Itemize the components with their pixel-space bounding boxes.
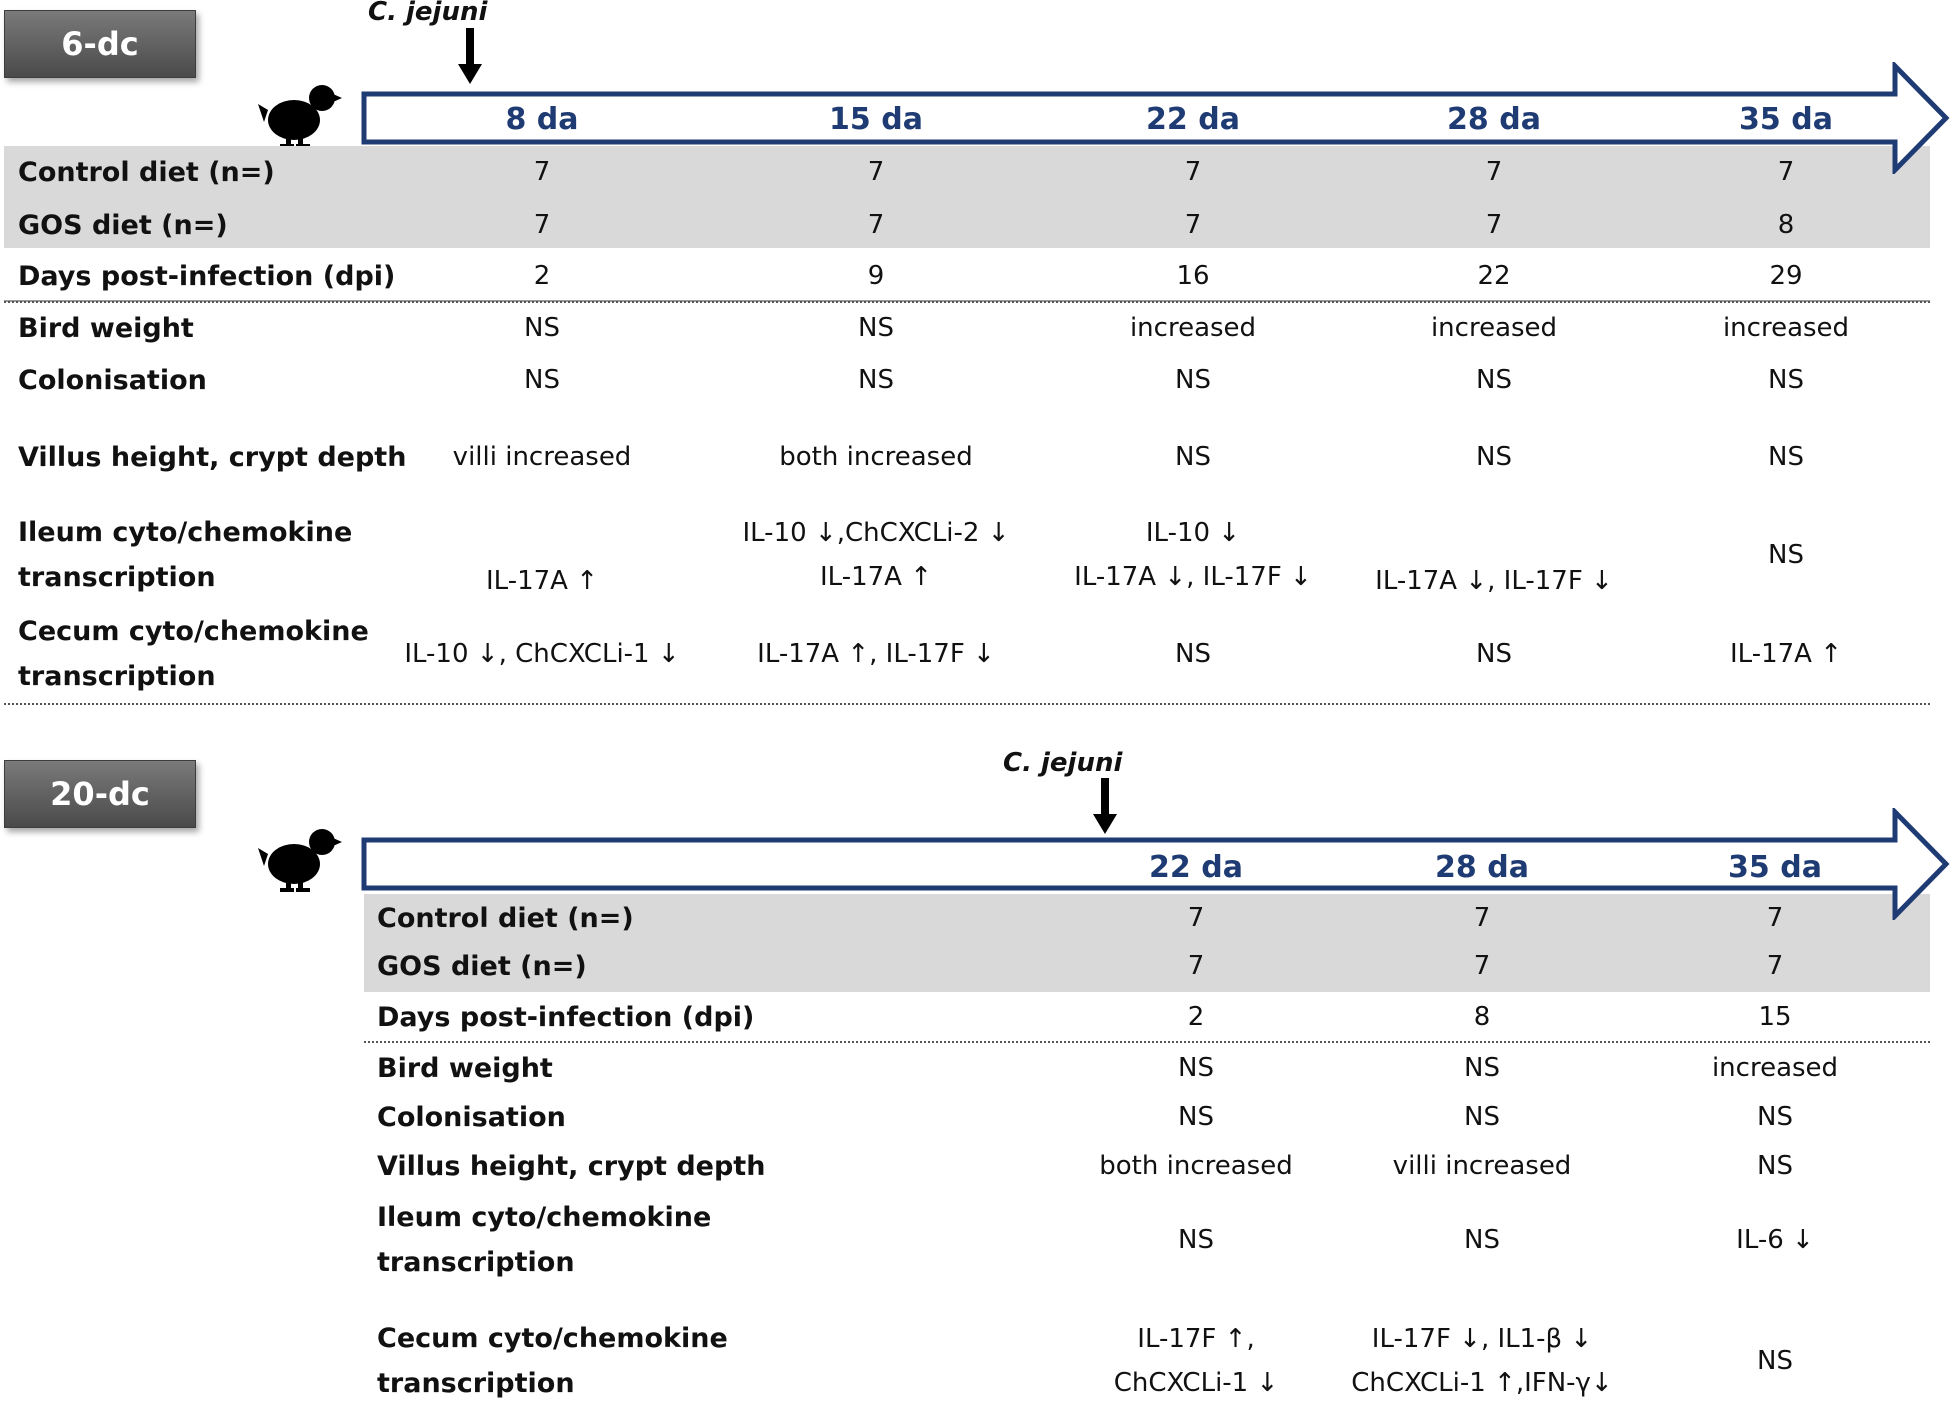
- cell-line: NS: [1757, 1151, 1793, 1181]
- row-label-line: Colonisation: [377, 1101, 566, 1133]
- row-label: [377, 1046, 553, 1091]
- row-label: [377, 1316, 728, 1406]
- table-cell: [1474, 896, 1491, 940]
- table-cell: [524, 306, 560, 350]
- table-cell: [1375, 559, 1613, 603]
- table-cell: [1188, 944, 1205, 988]
- cell-line: NS: [1175, 639, 1211, 669]
- row-label-line: transcription: [377, 1368, 575, 1399]
- chick-icon: [258, 82, 342, 150]
- table-cell: [868, 203, 885, 247]
- table-cell: [868, 254, 885, 298]
- row-label-line: Villus height, crypt depth: [18, 441, 407, 473]
- table-cell: [1474, 944, 1491, 988]
- day-header: 35 da: [1728, 850, 1822, 885]
- cell-line: 9: [867, 261, 885, 291]
- cell-line: NS: [1464, 1225, 1500, 1255]
- cell-line: 7: [867, 157, 885, 187]
- cell-line: NS: [1178, 1053, 1214, 1083]
- table-cell: [779, 435, 972, 479]
- table-cell: [1768, 435, 1804, 479]
- cell-line: ChCXCLi-1 ↓: [1113, 1368, 1279, 1398]
- cell-line: NS: [1768, 442, 1804, 472]
- table-cell: [1474, 995, 1491, 1039]
- cell-line: 7: [1184, 210, 1202, 240]
- table-cell: [1758, 995, 1791, 1039]
- table-cell: [757, 632, 995, 676]
- cell-line: NS: [1757, 1346, 1793, 1376]
- table-cell: [1431, 306, 1557, 350]
- cell-line: NS: [1757, 1102, 1793, 1132]
- table-cell: [1130, 306, 1256, 350]
- cell-line: NS: [858, 313, 894, 343]
- table-cell: [453, 435, 632, 479]
- day-header: 28 da: [1447, 102, 1541, 137]
- table-cell: [1464, 1095, 1500, 1139]
- table-cell: [1476, 358, 1512, 402]
- table-cell: [486, 559, 598, 603]
- row-label: [18, 254, 395, 299]
- row-label-line: transcription: [18, 661, 216, 692]
- table-cell: [1464, 1218, 1500, 1262]
- table-cell: [1767, 896, 1784, 940]
- cell-line: IL-17F ↑,: [1137, 1324, 1255, 1354]
- row-label-line: Cecum cyto/chemokine: [18, 616, 369, 647]
- cell-line: IL-10 ↓: [1145, 518, 1241, 548]
- table-cell: [1757, 1339, 1793, 1383]
- cell-line: increased: [1430, 313, 1558, 343]
- cell-line: 7: [533, 210, 551, 240]
- cell-line: 7: [1187, 951, 1205, 981]
- cell-line: 22: [1477, 261, 1511, 291]
- table-cell: [1712, 1046, 1838, 1090]
- row-label: [377, 1144, 765, 1189]
- cell-line: 7: [867, 210, 885, 240]
- cell-line: IL-17A ↑: [820, 562, 932, 592]
- table-cell: [1736, 1218, 1814, 1262]
- table-cell: [1768, 533, 1804, 577]
- table-cell: [1778, 203, 1795, 247]
- infection-label-6dc: C. jejuni: [368, 0, 488, 27]
- cell-line: 7: [1766, 903, 1784, 933]
- table-cell: [1178, 1095, 1214, 1139]
- chick-icon: [258, 826, 342, 894]
- table-cell: [1476, 632, 1512, 676]
- cell-line: IL-17F ↓, IL1-β ↓: [1371, 1324, 1593, 1354]
- table-cell: [1175, 632, 1211, 676]
- cell-line: NS: [1768, 365, 1804, 395]
- day-header: 22 da: [1149, 850, 1243, 885]
- row-label-line: Ileum cyto/chemokine: [377, 1202, 712, 1233]
- cell-line: villi increased: [1392, 1151, 1572, 1181]
- day-header: 8 da: [505, 102, 579, 137]
- table-cell: [1486, 150, 1503, 194]
- row-label: [377, 944, 587, 989]
- row-label-line: GOS diet (n=): [377, 950, 587, 982]
- row-label-line: Control diet (n=): [377, 902, 634, 934]
- cell-line: IL-10 ↓,ChCXCLi-2 ↓: [742, 518, 1010, 548]
- cell-line: NS: [1464, 1053, 1500, 1083]
- row-label-line: Bird weight: [18, 312, 194, 344]
- table-cell: [1185, 150, 1202, 194]
- cell-line: both increased: [1099, 1151, 1293, 1181]
- table-cell: [1757, 1095, 1793, 1139]
- cell-line: increased: [1129, 313, 1257, 343]
- table-cell: [534, 150, 551, 194]
- table-cell: [404, 632, 679, 676]
- cell-line: ChCXCLi-1 ↑,IFN-γ↓: [1351, 1368, 1613, 1398]
- table-cell: [1185, 203, 1202, 247]
- table-cell: [868, 150, 885, 194]
- cell-line: NS: [524, 365, 560, 395]
- table-cell: [1393, 1144, 1572, 1188]
- cell-line: 7: [1485, 210, 1503, 240]
- table-cell: [1188, 896, 1205, 940]
- cell-line: increased: [1711, 1053, 1839, 1083]
- cell-line: 7: [1766, 951, 1784, 981]
- cell-line: 16: [1176, 261, 1210, 291]
- panel-divider: [4, 703, 1930, 705]
- dpi-divider-6dc: [4, 301, 1930, 303]
- cell-line: IL-17A ↓, IL-17F ↓: [1074, 562, 1312, 592]
- cell-line: 2: [1187, 1002, 1205, 1032]
- table-cell: [1464, 1046, 1500, 1090]
- row-label: [18, 358, 207, 403]
- cell-line: NS: [1464, 1102, 1500, 1132]
- row-label-line: transcription: [18, 562, 216, 593]
- cell-line: NS: [1178, 1102, 1214, 1132]
- group-badge-6dc: 6-dc: [4, 10, 196, 78]
- table-cell: [1351, 1317, 1612, 1405]
- table-cell: [1188, 995, 1205, 1039]
- cell-line: 7: [1184, 157, 1202, 187]
- cell-line: NS: [858, 365, 894, 395]
- row-label-line: Cecum cyto/chemokine: [377, 1323, 728, 1354]
- cell-line: 7: [1473, 903, 1491, 933]
- table-cell: [1175, 358, 1211, 402]
- row-label: [18, 203, 228, 248]
- infection-label-20dc: C. jejuni: [1003, 748, 1123, 778]
- table-cell: [1178, 1218, 1214, 1262]
- cell-line: 15: [1758, 1002, 1792, 1032]
- table-cell: [1767, 944, 1784, 988]
- cell-line: villi increased: [452, 442, 632, 472]
- table-cell: [524, 358, 560, 402]
- table-cell: [1175, 435, 1211, 479]
- row-label: [377, 1095, 566, 1140]
- table-cell: [858, 306, 894, 350]
- cell-line: 2: [533, 261, 551, 291]
- cell-line: IL-17A ↑: [486, 566, 598, 596]
- table-cell: [1476, 435, 1512, 479]
- table-cell: [1099, 1144, 1292, 1188]
- table-cell: [1176, 254, 1209, 298]
- table-cell: [1769, 254, 1802, 298]
- cell-line: NS: [1178, 1225, 1214, 1255]
- cell-line: 8: [1777, 210, 1795, 240]
- table-cell: [1114, 1317, 1279, 1405]
- day-header: 15 da: [829, 102, 923, 137]
- day-header: 28 da: [1435, 850, 1529, 885]
- table-cell: [1757, 1144, 1793, 1188]
- table-cell: [1778, 150, 1795, 194]
- table-cell: [534, 203, 551, 247]
- table-cell: [1486, 203, 1503, 247]
- row-label: [377, 995, 754, 1040]
- cell-line: 7: [1473, 951, 1491, 981]
- row-label-line: Days post-infection (dpi): [18, 260, 396, 292]
- table-cell: [1074, 511, 1312, 599]
- row-label-line: Bird weight: [377, 1052, 553, 1084]
- cell-line: increased: [1722, 313, 1850, 343]
- table-cell: [1723, 306, 1849, 350]
- cell-line: NS: [1175, 442, 1211, 472]
- cell-line: NS: [1476, 639, 1512, 669]
- cell-line: 7: [1187, 903, 1205, 933]
- row-label: [377, 896, 634, 941]
- table-cell: [1730, 632, 1842, 676]
- row-label: [18, 510, 352, 600]
- cell-line: NS: [524, 313, 560, 343]
- cell-line: NS: [1476, 442, 1512, 472]
- day-header: 22 da: [1146, 102, 1240, 137]
- row-label-line: Colonisation: [18, 364, 207, 396]
- row-label-line: Control diet (n=): [18, 156, 275, 188]
- cell-line: 7: [1777, 157, 1795, 187]
- row-label-line: GOS diet (n=): [18, 209, 228, 241]
- group-badge-20dc: 20-dc: [4, 760, 196, 828]
- day-header: 35 da: [1739, 102, 1833, 137]
- table-cell: [1178, 1046, 1214, 1090]
- row-label: [18, 435, 406, 480]
- cell-line: NS: [1768, 540, 1804, 570]
- cell-line: 8: [1473, 1002, 1491, 1032]
- cell-line: IL-17A ↑: [1730, 639, 1842, 669]
- cell-line: IL-10 ↓, ChCXCLi-1 ↓: [404, 639, 680, 669]
- row-label-line: Villus height, crypt depth: [377, 1150, 766, 1182]
- table-cell: [534, 254, 551, 298]
- cell-line: 7: [533, 157, 551, 187]
- row-label: [18, 306, 194, 351]
- table-cell: [1477, 254, 1510, 298]
- cell-line: 7: [1485, 157, 1503, 187]
- dpi-divider-20dc: [364, 1041, 1930, 1043]
- cell-line: IL-17A ↑, IL-17F ↓: [757, 639, 995, 669]
- row-label: [18, 609, 369, 699]
- row-label: [18, 150, 275, 195]
- table-cell: [858, 358, 894, 402]
- cell-line: both increased: [779, 442, 973, 472]
- table-cell: [742, 511, 1009, 599]
- row-label-line: Ileum cyto/chemokine: [18, 517, 353, 548]
- cell-line: 29: [1769, 261, 1803, 291]
- cell-line: NS: [1175, 365, 1211, 395]
- table-cell: [1768, 358, 1804, 402]
- row-label-line: Days post-infection (dpi): [377, 1001, 755, 1033]
- cell-line: IL-6 ↓: [1736, 1225, 1814, 1255]
- row-label: [377, 1195, 711, 1285]
- row-label-line: transcription: [377, 1247, 575, 1278]
- cell-line: IL-17A ↓, IL-17F ↓: [1375, 566, 1613, 596]
- cell-line: NS: [1476, 365, 1512, 395]
